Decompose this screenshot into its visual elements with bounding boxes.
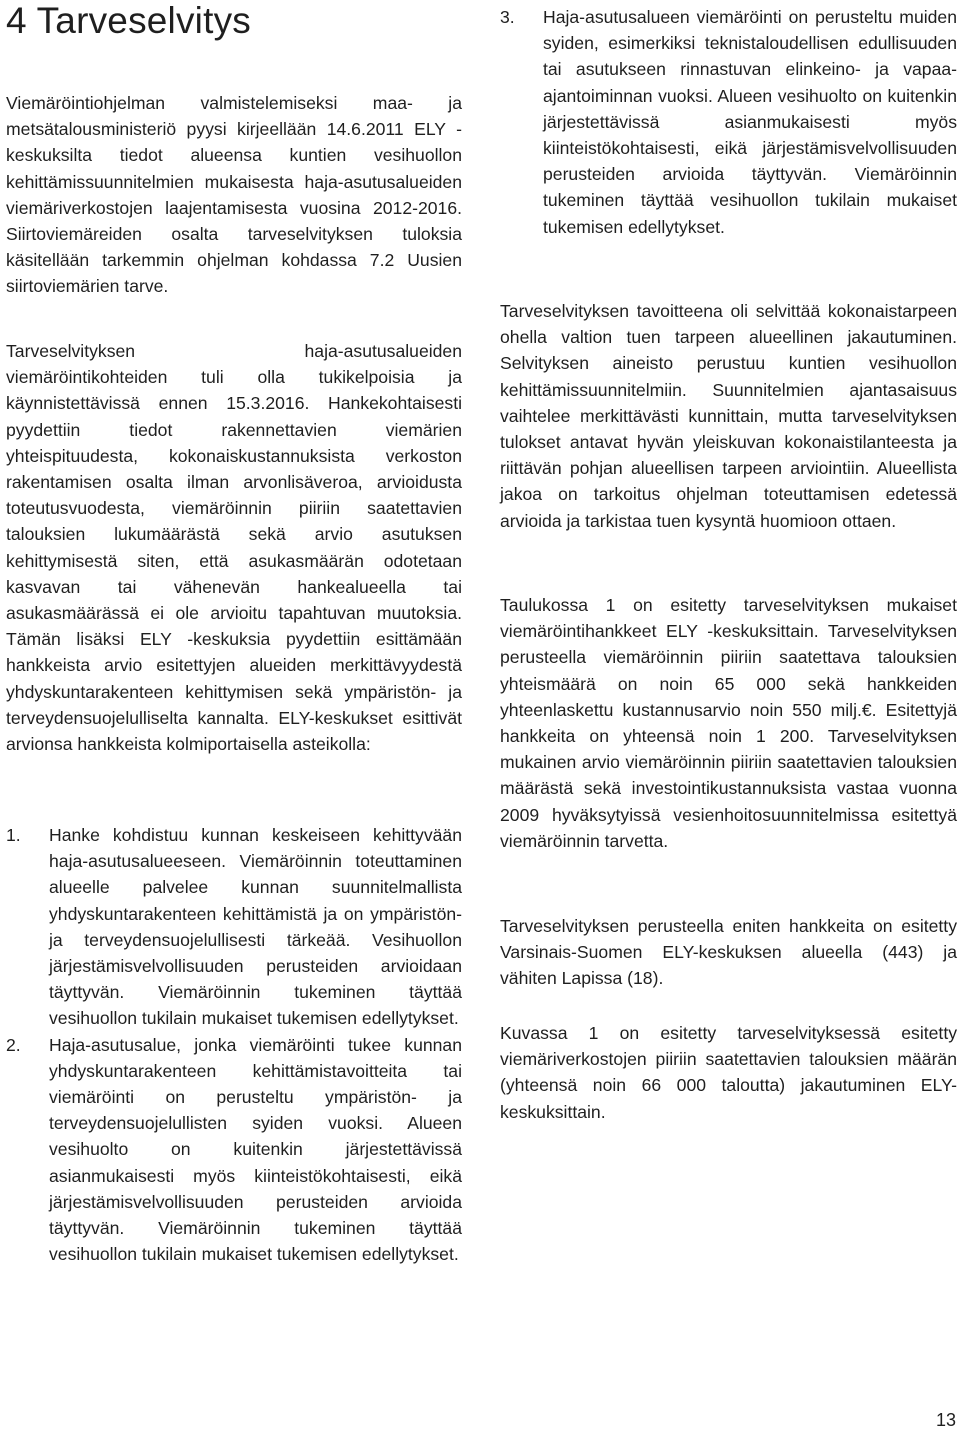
list-item (6, 1032, 462, 1268)
figure-reference-paragraph: Kuvassa 1 on esitetty tarveselvityksessä esitetty viemäriverkostojen piiriin saatettavien talouksien määrän (yhteensä noin 66 000 taloutta) jakautuminen ELY-keskuksittain. (500, 1023, 957, 1122)
list-item-text: Hanke kohdistuu kunnan keskeiseen kehittyvään haja-asutusalueeseen. Viemäröinnin toteuttaminen alueelle palvelee kunnan suunnitelmallista yhdyskuntarakenteen kehittämistä ja on ympäristön- ja terveydensuojelullisesti tärkeää. Vesihuollon järjestämisvelvollisuuden perusteiden arvioidaan täyttyvän. Viemäröinnin tukeminen täyttää vesihuollon tukilain mukaiset tukemisen edellytykset. (49, 825, 462, 1029)
list-item-text: Haja-asutusalue, jonka viemäröinti tukee kunnan yhdyskuntarakenteen kehittämistavoitteita tai viemäröinti on perusteltu ympäristön- ja terveydensuojelullisten syiden vuoksi. Alueen vesihuolto on kuitenkin järjestettävissä asianmukaisesti myös kiinteistökohtaisesti, eikä järjestämisvelvollisuuden perusteiden arvioida täyttyvän. Viemäröinnin tukeminen täyttää vesihuollon tukilain mukaiset tukemisen edellytykset. (49, 1034, 462, 1265)
page-number: 13 (935, 1410, 956, 1430)
list-item-number: 3. (500, 7, 515, 27)
list-item-text: Haja-asutusalueen viemäröinti on perusteltu muiden syiden, esimerkiksi teknistaloudellisen edullisuuden tai asutukseen rinnastuvan elinkeino- ja vapaa-ajantoiminnan vuoksi. Alueen vesihuolto on kuitenkin järjestettävissä asianmukaisesti myös kiinteistökohtaisesti, eikä järjestämisvelvollisuuden perusteiden arvioida täyttyvän. Viemäröinnin tukeminen täyttää vesihuollon tukilain mukaiset tukemisen edellytykset. (543, 7, 957, 237)
list-item (6, 822, 462, 1032)
list-item-number: 1. (6, 825, 21, 845)
page-title: 4 Tarveselvitys (6, 0, 251, 41)
regional-distribution-paragraph: Tarveselvityksen perusteella eniten hankkeita on esitetty Varsinais-Suomen ELY-keskuksen alueella (443) ja vähiten Lapissa (18). (500, 916, 957, 989)
intro-paragraph: Viemäröintiohjelman valmistelemiseksi maa- ja metsätalousministeriö pyysi kirjeellään 14.6.2011 ELY -keskuksilta tiedot alueensa kuntien vesihuollon kehittämissuunnitelmien mukaisesta haja-asutusalueiden viemäriverkostojen laajentamisesta vuosina 2012-2016. Siirtoviemäreiden osalta tarveselvityksen tuloksia käsitellään tarkemmin ohjelman kohdassa 7.2 Uusien siirtoviemärien tarve. (6, 93, 462, 297)
criteria-paragraph: Tarveselvityksen haja-asutusalueiden viemäröintikohteiden tuli olla tukikelpoisia ja käynnistettävissä ennen 15.3.2016. Hankekohtaisesti pyydettiin tiedot rakennettavien viemärien yhteispituudesta, kokonaiskustannuksista verkoston rakentamisen osalta ilman arvonlisäveroa, arvioidusta toteutusvuodesta, viemäröinnin piiriin saatettavien talouksien lukumäärästä sekä arvio asutuksen kehittymisestä siten, että asukasmäärän odotetaan kasvavan tai vähenevän hankealueella tai asukasmäärässä ei ole arvioitu tapahtuvan muutoksia. Tämän lisäksi ELY -keskuksia pyydettiin esittämään hankkeista arvio esitettyjen alueiden merkittävyydestä yhdyskuntarakenteen kehittymisen sekä ympäristön- ja terveydensuojelulliselta kannalta. ELY-keskukset esittivät arvionsa hankkeista kolmiportaisella asteikolla: (6, 341, 462, 755)
rating-scale-list-continued (500, 4, 957, 240)
table-reference-paragraph: Taulukossa 1 on esitetty tarveselvityksen mukaiset viemäröintihankkeet ELY -keskuksittain. Tarveselvityksen perusteella viemäröinnin piiriin saatettava talouksien yhteismäärä on noin 65 000 sekä hankkeiden yhteenlaskettu kustannusarvio noin 550 milj.€. Esitettyjä hankkeita on yhteensä noin 1 200. Tarveselvityksen mukainen arvio viemäröinnin piiriin saatettavien talouksien määrästä sekä investointikustannuksista vastaa vuonna 2009 hyväksytyissä vesienhoitosuunnitelmissa esitettyä viemäröinnin tarvetta. (500, 595, 957, 851)
rating-scale-list (6, 822, 462, 1267)
list-item (500, 4, 957, 240)
goal-paragraph: Tarveselvityksen tavoitteena oli selvittää kokonaistarpeen ohella valtion tuen tarpeen alueellinen jakautuminen. Selvityksen aineisto perustuu kuntien vesihuollon kehittämissuunnitelmiin. Suunnitelmien ajantasaisuus vaihtelee merkittävästi kunnittain, mutta tarveselvityksen tulokset antavat hyvän yleiskuvan kokonaistilanteesta ja riittävän pohjan alueellisen tarpeen arviointiin. Alueellista jakoa on tarkoitus ohjelman toteuttamisen edetessä arvioida ja tarkistaa tuen kysyntä huomioon ottaen. (500, 301, 957, 531)
list-item-number: 2. (6, 1034, 21, 1055)
